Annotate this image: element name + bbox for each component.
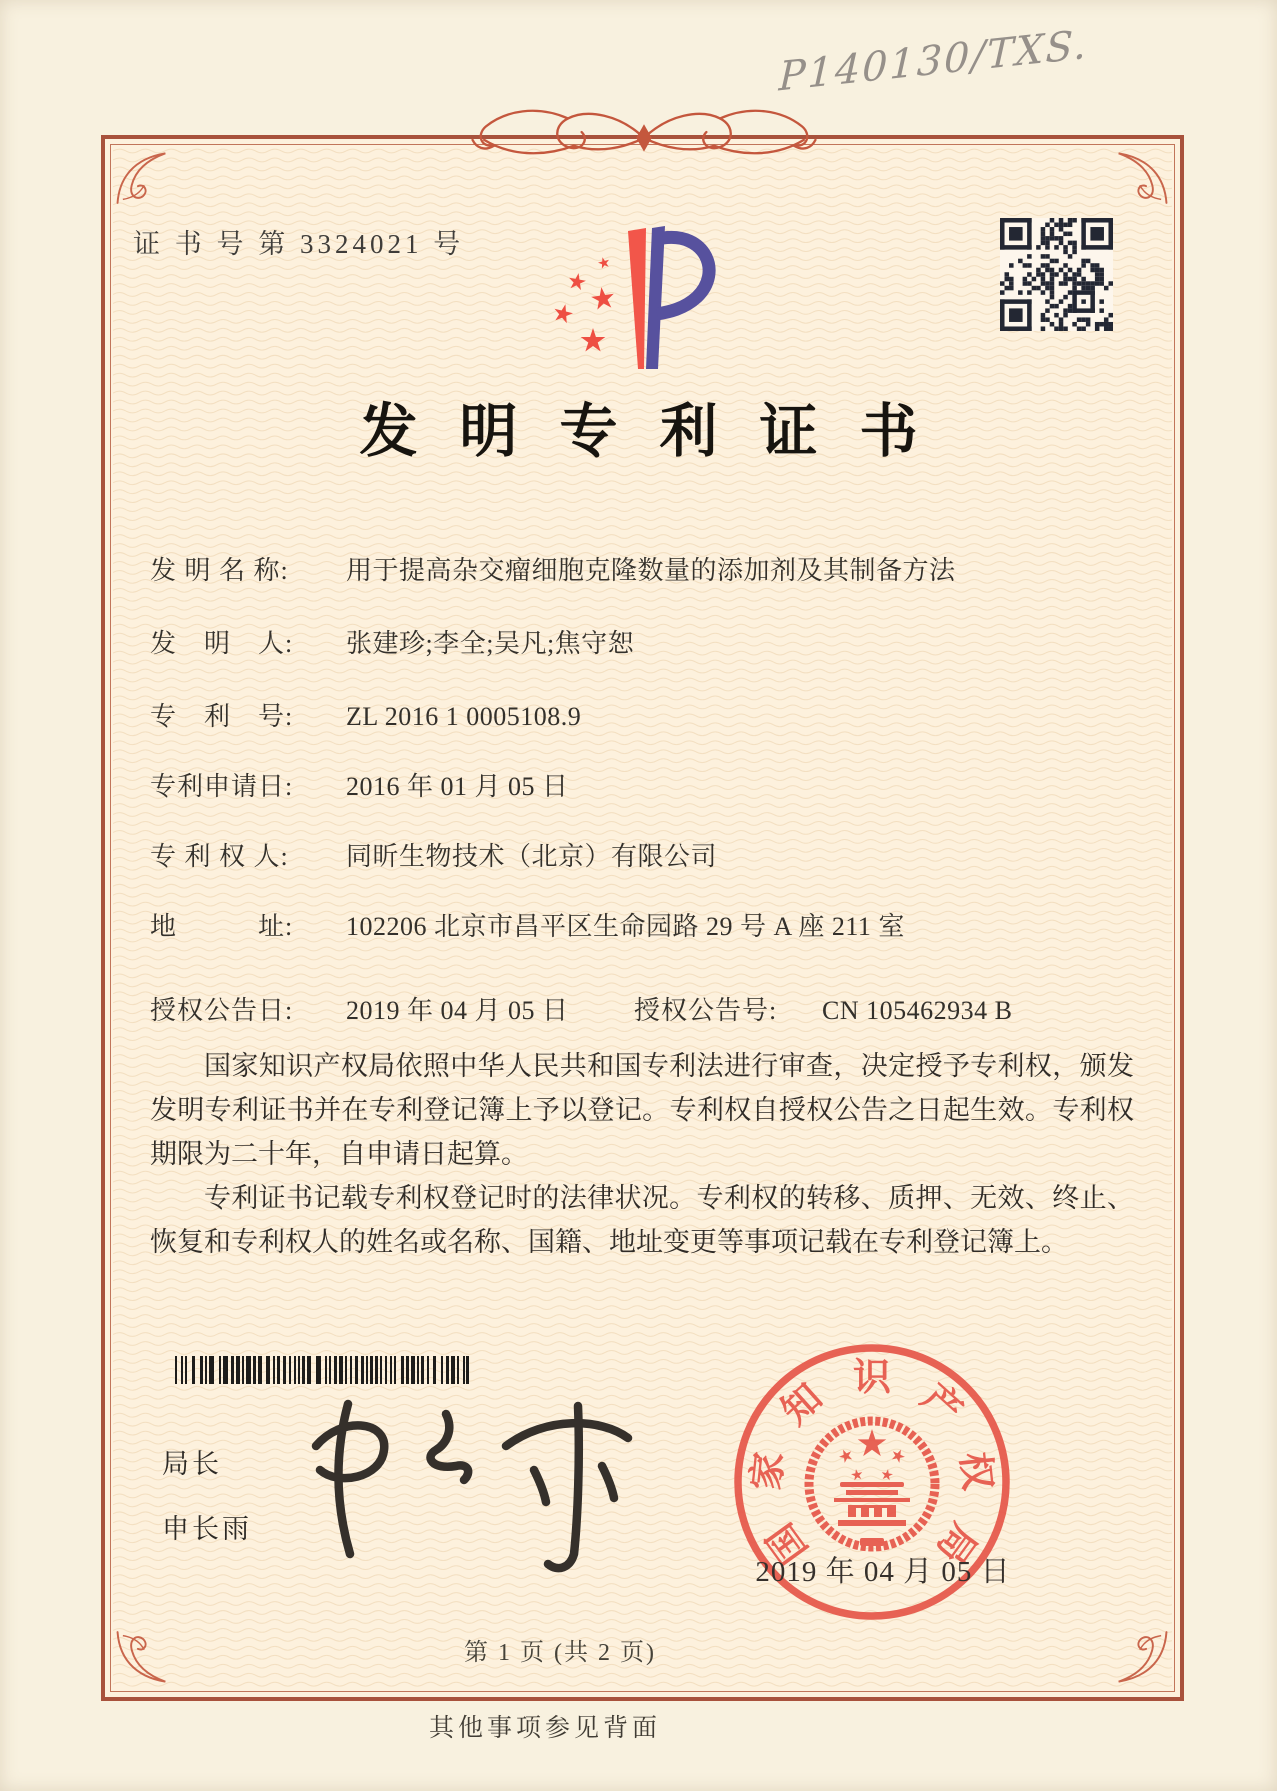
field-value: 2016 年 01 月 05 日 [346,772,569,801]
field-patentee [150,836,717,873]
qr-code [1000,218,1113,331]
page-number: 第 1 页 (共 2 页) [464,1640,656,1666]
svg-text:局: 局 [927,1515,985,1571]
handwritten-annotation: P140130/TXS. [778,21,1089,101]
field-label: 地 址: [150,912,294,941]
field-label: 专 利 权 人: [150,842,289,871]
corner-flourish-icon [1108,148,1170,210]
svg-text:知: 知 [774,1376,831,1434]
field-label: 专 利 号: [150,702,294,731]
field-value: ZL 2016 1 0005108.9 [346,702,582,731]
svg-text:权: 权 [952,1450,999,1493]
field-address [150,906,905,943]
logo-p-bowl [657,237,709,314]
field-grant-date-and-number [150,990,1140,1027]
legal-text-block [150,1044,1134,1264]
svg-text:家: 家 [745,1450,792,1493]
field-value: 2019 年 04 月 05 日 [346,996,569,1025]
field-label: 授权公告号: [634,996,778,1025]
field-inventors [150,623,634,660]
field-label: 发 明 人: [150,629,294,658]
seal-emblem-stars [837,1429,907,1481]
legal-paragraph-1: 国家知识产权局依照中华人民共和国专利法进行审查，决定授予专利权，颁发发明专利证书并在专利登记簿上予以登记。专利权自授权公告之日起生效。专利权期限为二十年，自申请日起算。 [150,1051,1134,1169]
barcode [175,1356,470,1384]
cnipa-logo-icon [545,192,725,378]
svg-text:产: 产 [913,1376,970,1434]
logo-p-stem [646,226,665,369]
director-signature [296,1386,662,1588]
corner-flourish-icon [114,1625,176,1687]
certificate-number: 证 书 号 第 3324021 号 [133,229,465,259]
field-value: 张建珍;李全;吴凡;焦守恕 [346,629,635,658]
corner-flourish-icon [1108,1625,1170,1687]
field-value: 同昕生物技术（北京）有限公司 [346,842,718,871]
corner-flourish-icon [114,148,176,210]
field-label: 授权公告日: [150,996,294,1025]
director-title: 局长 [162,1449,222,1479]
field-label: 发 明 名 称: [150,556,289,585]
dragon-ornament-icon [468,97,820,173]
logo-wedge [628,228,646,369]
certificate-title: 发明专利证书 [359,399,960,464]
svg-text:识: 识 [852,1357,892,1399]
field-label: 专利申请日: [150,772,294,801]
field-filing-date [150,766,569,803]
seal-date: 2019 年 04 月 05 日 [755,1556,1011,1588]
field-value: 102206 北京市昌平区生命园路 29 号 A 座 211 室 [346,912,905,941]
field-value: 用于提高杂交瘤细胞克隆数量的添加剂及其制备方法 [346,556,956,585]
field-grant-number [634,990,1012,1027]
director-name: 申长雨 [162,1514,252,1544]
field-value: CN 105462934 B [822,996,1013,1025]
field-patent-number [150,696,581,733]
svg-text:国: 国 [759,1515,817,1571]
legal-paragraph-2: 专利证书记载专利权登记时的法律状况。专利权的转移、质押、无效、终止、恢复和专利权人的姓名或名称、国籍、地址变更等事项记载在专利登记簿上。 [150,1183,1134,1257]
field-invention-name [150,550,956,587]
back-note: 其他事项参见背面 [428,1715,661,1742]
director-block [162,1442,252,1546]
seal-gate-doors [856,1508,887,1517]
